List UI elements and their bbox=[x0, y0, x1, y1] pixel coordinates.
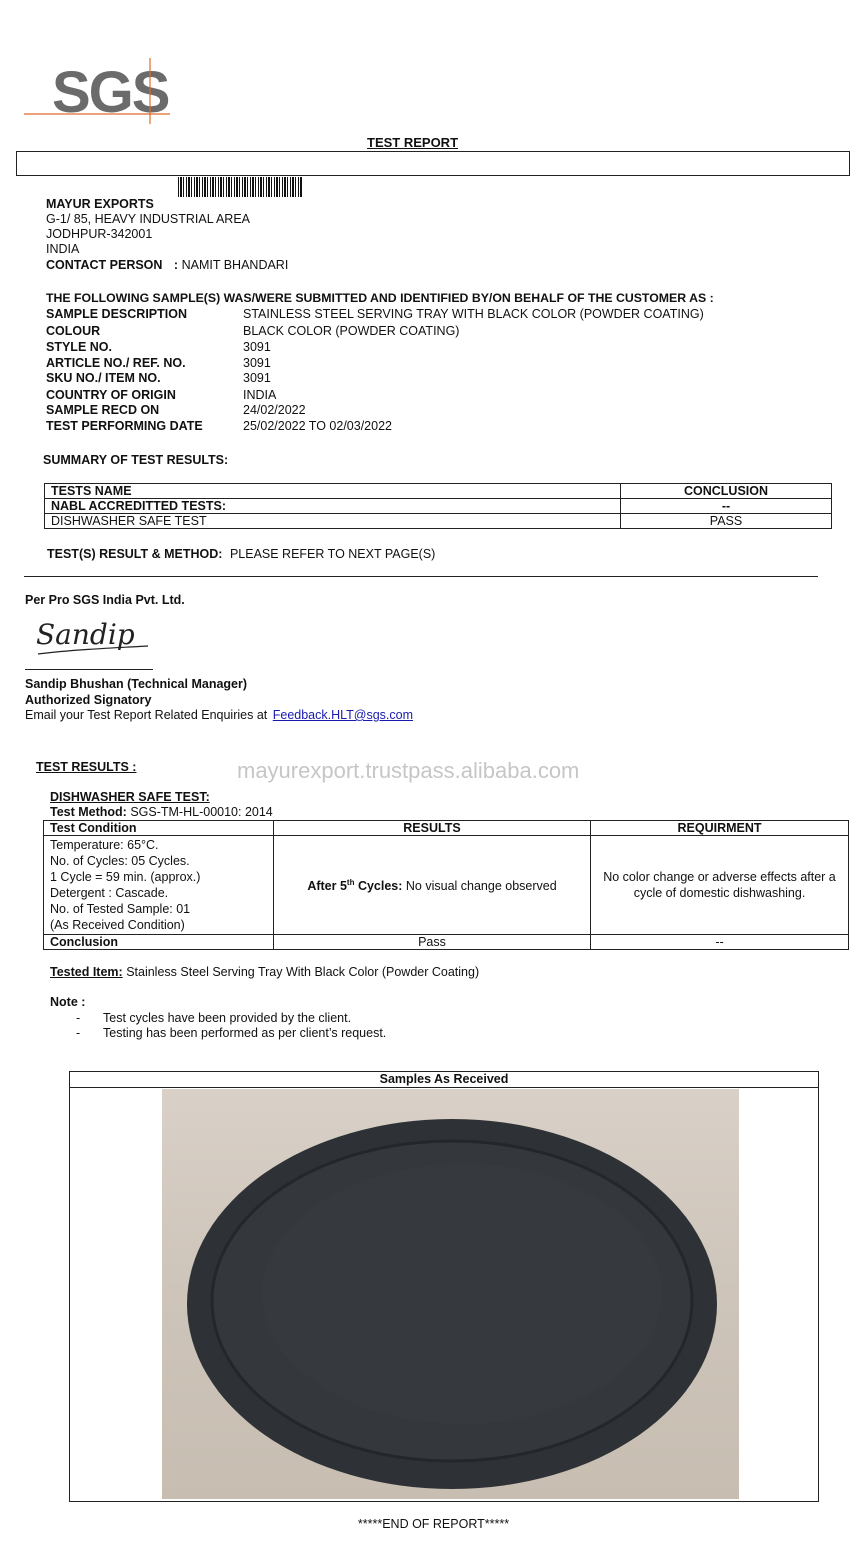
method-ref-value: PLEASE REFER TO NEXT PAGE(S) bbox=[229, 547, 436, 561]
summary-header-test: TESTS NAME bbox=[45, 484, 621, 499]
sample-field-value: STAINLESS STEEL SERVING TRAY WITH BLACK COLOR (POWDER COATING) bbox=[243, 307, 704, 321]
condition-line: No. of Tested Sample: 01 bbox=[50, 902, 191, 916]
summary-header-conclusion: CONCLUSION bbox=[621, 484, 832, 499]
tray-image bbox=[162, 1089, 739, 1499]
note-dash: - bbox=[76, 1011, 81, 1025]
note-title: Note : bbox=[50, 995, 86, 1009]
sample-field-value: BLACK COLOR (POWDER COATING) bbox=[243, 324, 460, 338]
title-box bbox=[16, 151, 850, 176]
sample-field-row bbox=[46, 356, 271, 371]
sample-field-label: TEST PERFORMING DATE bbox=[46, 419, 203, 433]
email-text: Email your Test Report Related Enquiries at bbox=[25, 708, 268, 722]
col-condition: Test Condition bbox=[44, 821, 274, 836]
tested-item-value: Stainless Steel Serving Tray With Black Color (Powder Coating) bbox=[126, 965, 480, 979]
requirement-cell: No color change or adverse effects after a cycle of domestic dishwashing. bbox=[591, 836, 849, 935]
conditions-cell bbox=[44, 836, 274, 935]
sample-field-row bbox=[46, 403, 306, 418]
condition-line: Detergent : Cascade. bbox=[50, 886, 169, 900]
signature-line bbox=[25, 669, 153, 670]
sample-field-label: SAMPLE DESCRIPTION bbox=[46, 307, 187, 321]
sample-field-value: 3091 bbox=[243, 340, 271, 354]
summary-test-name: DISHWASHER SAFE TEST bbox=[45, 514, 621, 529]
watermark: mayurexport.trustpass.alibaba.com bbox=[237, 758, 580, 783]
customer-name: MAYUR EXPORTS bbox=[46, 197, 154, 211]
samples-box bbox=[69, 1071, 819, 1502]
test-method-label: Test Method: bbox=[50, 805, 127, 819]
customer-address1: G-1/ 85, HEAVY INDUSTRIAL AREA bbox=[46, 212, 251, 226]
contact-label: CONTACT PERSON bbox=[46, 258, 163, 272]
per-pro: Per Pro SGS India Pvt. Ltd. bbox=[25, 593, 185, 607]
tested-item bbox=[50, 965, 479, 979]
conclusion-label: Conclusion bbox=[44, 935, 274, 950]
signatory-role: Authorized Signatory bbox=[25, 693, 152, 707]
end-of-report: *****END OF REPORT***** bbox=[357, 1517, 510, 1531]
result-sup: th bbox=[346, 878, 355, 888]
signatory-name: Sandip Bhushan (Technical Manager) bbox=[25, 677, 248, 691]
contact-sep: : bbox=[173, 258, 179, 272]
note-item bbox=[76, 1026, 386, 1040]
email-line bbox=[25, 708, 413, 722]
sample-field-label: COLOUR bbox=[46, 324, 101, 338]
condition-line: No. of Cycles: 05 Cycles. bbox=[50, 854, 190, 868]
sample-field-value: 3091 bbox=[243, 371, 271, 385]
test-method-value: SGS-TM-HL-00010: 2014 bbox=[130, 805, 273, 819]
report-title: TEST REPORT bbox=[367, 135, 459, 150]
barcode bbox=[178, 177, 302, 197]
tested-item-label: Tested Item: bbox=[50, 965, 123, 979]
condition-line: 1 Cycle = 59 min. (approx.) bbox=[50, 870, 201, 884]
summary-nabl-value: -- bbox=[621, 499, 832, 514]
signature bbox=[30, 610, 160, 665]
svg-text:SGS: SGS bbox=[52, 60, 169, 125]
summary-nabl-label: NABL ACCREDITTED TESTS: bbox=[45, 499, 621, 514]
result-text: No visual change observed bbox=[402, 879, 557, 894]
test-results-title: TEST RESULTS : bbox=[36, 760, 137, 774]
result-bold-a: After 5 bbox=[307, 879, 347, 894]
col-results: RESULTS bbox=[274, 821, 591, 836]
conclusion-value: Pass bbox=[274, 935, 591, 950]
sample-field-row bbox=[46, 388, 276, 403]
note-text: Test cycles have been provided by the client. bbox=[103, 1011, 352, 1025]
test-method bbox=[50, 805, 273, 819]
sample-field-value: 25/02/2022 TO 02/03/2022 bbox=[243, 419, 392, 433]
condition-line: (As Received Condition) bbox=[50, 918, 185, 932]
samples-title: Samples As Received bbox=[70, 1072, 818, 1088]
sample-photo bbox=[162, 1089, 739, 1499]
sample-field-row bbox=[46, 307, 704, 322]
sample-field-value: INDIA bbox=[243, 388, 277, 402]
sample-field-label: ARTICLE NO./ REF. NO. bbox=[46, 356, 186, 370]
sample-field-label: SKU NO./ ITEM NO. bbox=[46, 371, 161, 385]
results-table bbox=[43, 820, 849, 950]
sample-field-row bbox=[46, 371, 271, 386]
result-bold-b: Cycles: bbox=[354, 879, 403, 894]
email-link[interactable]: Feedback.HLT@sgs.com bbox=[272, 708, 414, 722]
customer-address2: JODHPUR-342001 bbox=[46, 227, 153, 241]
condition-line: Temperature: 65°C. bbox=[50, 838, 159, 852]
summary-title: SUMMARY OF TEST RESULTS: bbox=[43, 453, 229, 467]
summary-table bbox=[44, 483, 832, 529]
signature-text: Sandip bbox=[36, 618, 135, 651]
sample-field-row bbox=[46, 324, 459, 339]
contact-person bbox=[46, 258, 288, 273]
divider bbox=[24, 576, 818, 577]
sample-field-value: 3091 bbox=[243, 356, 271, 370]
sample-field-row bbox=[46, 340, 271, 355]
sample-field-label: COUNTRY OF ORIGIN bbox=[46, 388, 176, 402]
note-dash: - bbox=[76, 1026, 81, 1040]
summary-test-result: PASS bbox=[621, 514, 832, 529]
conclusion-req: -- bbox=[591, 935, 849, 950]
sample-field-label: STYLE NO. bbox=[46, 340, 112, 354]
dishwasher-title: DISHWASHER SAFE TEST: bbox=[50, 790, 210, 804]
method-ref bbox=[47, 547, 435, 561]
result-cell bbox=[274, 836, 591, 935]
contact-value: NAMIT BHANDARI bbox=[181, 258, 289, 272]
col-requirement: REQUIRMENT bbox=[591, 821, 849, 836]
customer-country: INDIA bbox=[46, 242, 80, 256]
note-item bbox=[76, 1011, 351, 1025]
sample-field-row bbox=[46, 419, 392, 434]
method-ref-label: TEST(S) RESULT & METHOD: bbox=[47, 547, 223, 561]
sample-field-value: 24/02/2022 bbox=[243, 403, 306, 417]
sgs-logo bbox=[22, 56, 172, 126]
sample-intro: THE FOLLOWING SAMPLE(S) WAS/WERE SUBMITTED AND IDENTIFIED BY/ON BEHALF OF THE CUSTOMER AS : bbox=[46, 291, 714, 305]
note-text: Testing has been performed as per client’s request. bbox=[103, 1026, 387, 1040]
sample-field-label: SAMPLE RECD ON bbox=[46, 403, 160, 417]
